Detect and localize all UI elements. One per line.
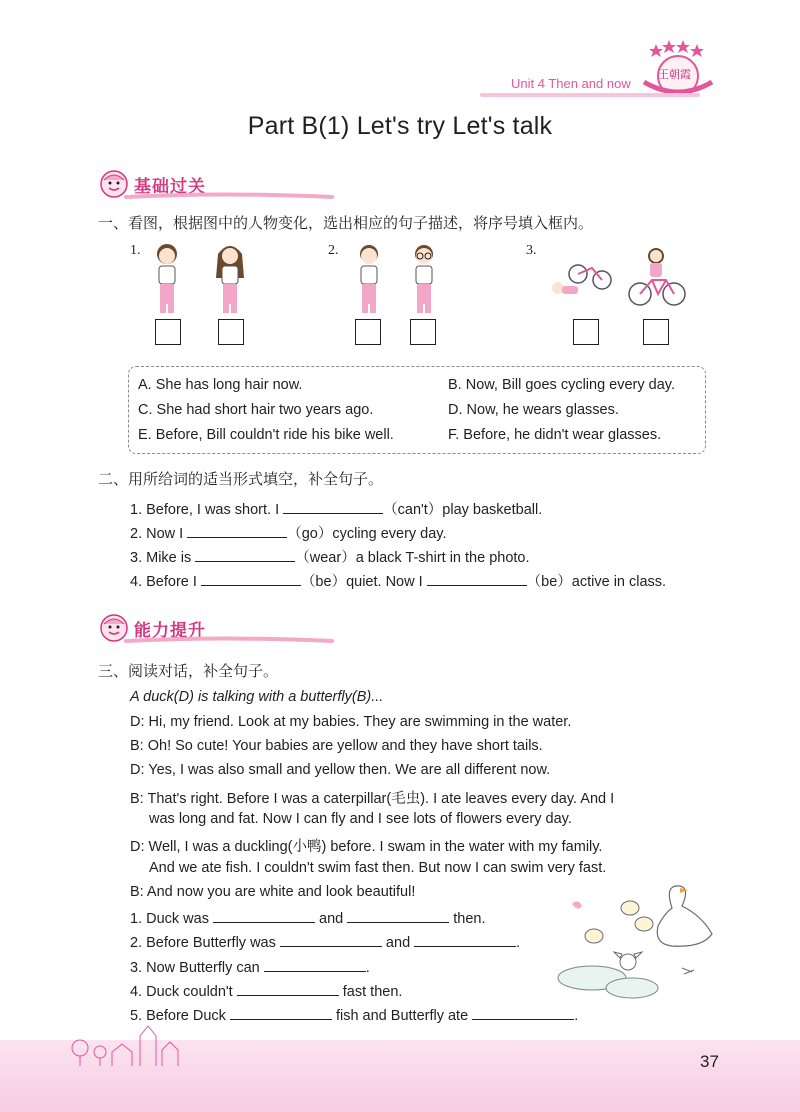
q3-fill-5 (130, 1005, 578, 1024)
option-f: F. Before, he didn't wear glasses. (448, 427, 662, 443)
q1-heading: 一、看图，根据图中的人物变化，选出相应的句子描述，将序号填入框内。 (98, 215, 594, 232)
q2-item-1-text: 1. Before, I was short. I (130, 502, 284, 518)
option-a: A. She has long hair now. (138, 377, 303, 393)
q3-fill-2 (130, 932, 520, 951)
q2-heading: 二、用所给词的适当形式填空，补全句子。 (98, 471, 384, 488)
q3-fill-4-text: 4. Duck couldn't (130, 984, 237, 1000)
pic-number-2: 2. (328, 243, 339, 258)
q3-fill-3 (130, 957, 370, 976)
q2-item-4-text: 4. Before I (130, 574, 201, 590)
dialogue-line-3: D: Yes, I was also small and yellow then. We are all different now. (130, 762, 551, 778)
section-underline (124, 191, 336, 201)
q2-item-4 (130, 570, 666, 591)
q2-blank-4b[interactable] (427, 571, 527, 586)
riding-bike-illustration (626, 246, 688, 308)
boy-glasses-illustration (407, 242, 441, 316)
ducks-pond-illustration (552, 878, 728, 1006)
q3-fill-2-join: and (381, 935, 415, 951)
answer-box-3a[interactable] (573, 319, 599, 345)
q3-intro: A duck(D) is talking with a butterfly(B)... (130, 689, 384, 705)
dialogue-line-7: And we ate fish. I couldn't swim fast then. But now I can swim very fast. (149, 860, 607, 876)
answer-box-3b[interactable] (643, 319, 669, 345)
q3-fill-2-end: . (516, 935, 521, 951)
q3-blank-3[interactable] (264, 957, 366, 972)
q2-item-2-hint: （go）cycling every day. (287, 526, 447, 542)
option-c: C. She had short hair two years ago. (138, 402, 374, 418)
q3-fill-4-end: fast then. (338, 984, 403, 1000)
boy-no-glasses-illustration (352, 242, 386, 316)
answer-box-1b[interactable] (218, 319, 244, 345)
section-underline (124, 635, 336, 645)
q3-blank-5a[interactable] (230, 1005, 332, 1020)
unit-label: Unit 4 Then and now (511, 76, 631, 91)
q3-fill-3-end: . (365, 960, 370, 976)
q2-item-1-hint: （can't）play basketball. (383, 502, 543, 518)
pic-number-1: 1. (130, 243, 141, 258)
footer-decoration (66, 1022, 196, 1068)
q3-fill-5-text: 5. Before Duck (130, 1008, 230, 1024)
q2-blank-3[interactable] (195, 547, 295, 562)
girl-short-hair-illustration (150, 242, 184, 316)
q3-blank-5b[interactable] (472, 1005, 574, 1020)
section-heading-basic (100, 169, 206, 199)
q2-item-2 (130, 522, 447, 543)
dialogue-line-8: B: And now you are white and look beautiful! (130, 884, 416, 900)
q3-fill-2-text: 2. Before Butterfly was (130, 935, 280, 951)
option-e: E. Before, Bill couldn't ride his bike well. (138, 427, 394, 443)
fallen-bike-illustration (548, 254, 620, 302)
q2-item-3 (130, 546, 530, 567)
q3-blank-2b[interactable] (414, 932, 516, 947)
q2-item-2-text: 2. Now I (130, 526, 188, 542)
answer-box-2a[interactable] (355, 319, 381, 345)
answer-box-2b[interactable] (410, 319, 436, 345)
q2-blank-1[interactable] (283, 499, 383, 514)
pic-number-3: 3. (526, 243, 537, 258)
q3-fill-1-text: 1. Duck was (130, 911, 213, 927)
option-d: D. Now, he wears glasses. (448, 402, 619, 418)
dialogue-line-6: D: Well, I was a duckling(小鸭) before. I swam in the water with my family. (130, 839, 603, 855)
section-title: 基础过关 (134, 176, 206, 196)
badge-text: 王朝霞 (658, 68, 691, 81)
q3-fill-5-join: fish and Butterfly ate (331, 1008, 473, 1024)
q3-blank-1b[interactable] (347, 908, 449, 923)
q3-fill-1-join: and (315, 911, 348, 927)
dialogue-line-1: D: Hi, my friend. Look at my babies. They are swimming in the water. (130, 714, 572, 730)
q2-item-4-hint-b: （be）active in class. (526, 574, 667, 590)
dialogue-line-2: B: Oh! So cute! Your babies are yellow and they have short tails. (130, 738, 543, 754)
q2-blank-4a[interactable] (201, 571, 301, 586)
q3-blank-4[interactable] (237, 981, 339, 996)
q2-item-3-text: 3. Mike is (130, 550, 196, 566)
q3-fill-5-end: . (574, 1008, 579, 1024)
q3-blank-2a[interactable] (280, 932, 382, 947)
q2-blank-2[interactable] (187, 523, 287, 538)
page-title: Part B(1) Let's try Let's talk (247, 112, 553, 140)
section-title: 能力提升 (134, 620, 206, 640)
dialogue-line-4: B: That's right. Before I was a caterpillar(毛虫). I ate leaves every day. And I (130, 791, 615, 807)
header-rule (480, 93, 700, 97)
q2-item-3-hint: （wear）a black T-shirt in the photo. (295, 550, 530, 566)
q3-fill-1 (130, 908, 486, 927)
q2-item-4-hint-a: （be）quiet. Now I (300, 574, 427, 590)
dialogue-line-5: was long and fat. Now I can fly and I see lots of flowers every day. (149, 811, 572, 827)
q3-fill-1-end: then. (449, 911, 486, 927)
girl-long-hair-illustration (213, 242, 247, 316)
q2-item-1 (130, 498, 542, 519)
q3-fill-4 (130, 981, 402, 1000)
page-number: 37 (700, 1052, 719, 1071)
q3-heading: 三、阅读对话，补全句子。 (98, 663, 279, 680)
answer-box-1a[interactable] (155, 319, 181, 345)
q3-fill-3-text: 3. Now Butterfly can (130, 960, 264, 976)
option-b: B. Now, Bill goes cycling every day. (448, 377, 675, 393)
section-heading-advanced (100, 613, 206, 643)
q3-blank-1a[interactable] (213, 908, 315, 923)
